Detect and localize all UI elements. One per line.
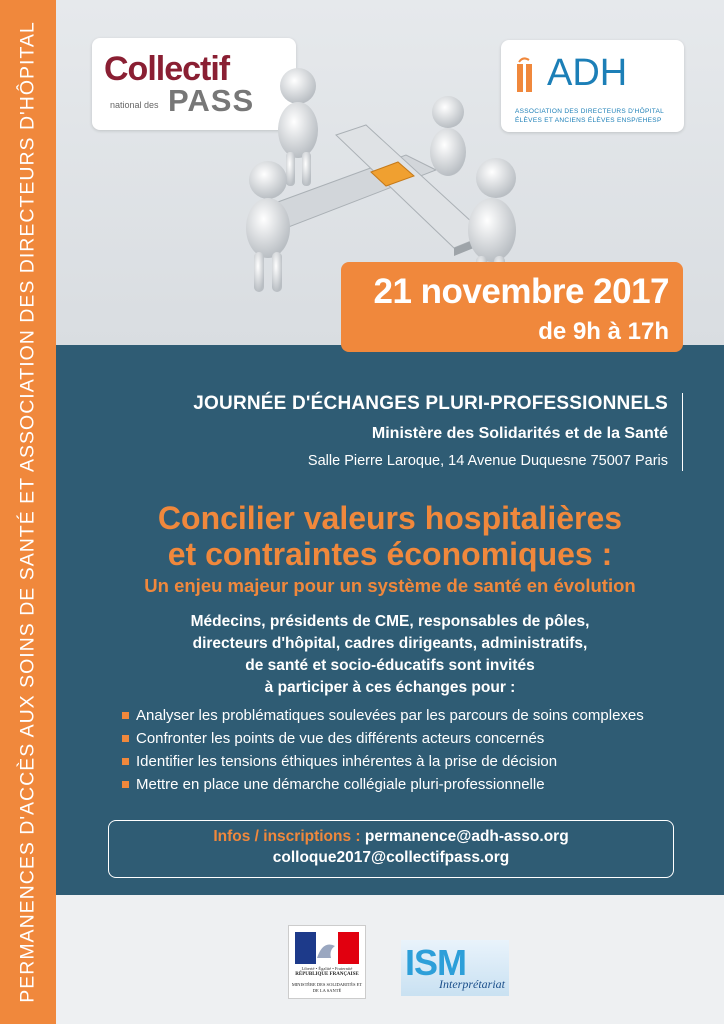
objectives-list	[122, 704, 722, 796]
infos-label: Infos / inscriptions :	[213, 828, 361, 845]
bullet-icon	[122, 781, 129, 788]
collectif-logo-title: Collectif	[104, 50, 230, 88]
bullet-icon	[122, 712, 129, 719]
rf-motto: Liberté • Égalité • Fraternité	[301, 966, 353, 971]
bullet-icon	[122, 758, 129, 765]
list-item	[122, 773, 722, 796]
marianne-flag-icon	[295, 932, 359, 964]
event-divider	[682, 393, 683, 471]
objective-text: Confronter les points de vue des différents acteurs concernés	[136, 730, 545, 747]
list-item	[122, 727, 722, 750]
infos-line-1	[109, 828, 673, 846]
side-band	[0, 0, 56, 1024]
intro-line-4: à participer à ces échanges pour :	[264, 679, 516, 696]
poster	[56, 0, 724, 1024]
headline-subtitle: Un enjeu majeur pour un système de santé en évolution	[144, 575, 636, 596]
bullet-icon	[122, 735, 129, 742]
adh-logo-sub1: ASSOCIATION DES DIRECTEURS D'HÔPITAL	[515, 108, 665, 115]
objective-text: Analyser les problématiques soulevées par les parcours de soins complexes	[136, 707, 644, 724]
ism-logo	[401, 940, 509, 996]
adh-logo-name: ADH	[547, 52, 628, 94]
event-address: Salle Pierre Laroque, 14 Avenue Duquesne 75007 Paris	[307, 453, 668, 469]
rf-ministry: MINISTÈRE DES SOLIDARITÉS ET DE LA SANTÉ	[291, 982, 363, 993]
intro-line-2: directeurs d'hôpital, cadres dirigeants, administratifs,	[192, 635, 588, 652]
date-box	[341, 262, 683, 352]
intro-line-3: de santé et socio-éducatifs sont invités	[245, 657, 535, 674]
collectif-logo-sub: national des	[110, 100, 159, 110]
contact-email-2[interactable]: colloque2017@collectifpass.org	[272, 849, 510, 866]
footer-area	[56, 895, 724, 1024]
side-band-text: PERMANENCES D'ACCÈS AUX SOINS DE SANTÉ ET ASSOCIATION DES DIRECTEURS D'HÔPITAL	[16, 21, 39, 1003]
ism-logo-sub: Interprétariat	[439, 977, 505, 991]
event-ministry: Ministère des Solidarités et de la Santé	[371, 425, 668, 442]
list-item	[122, 704, 722, 727]
infos-box	[108, 820, 674, 878]
adh-logo-sub2: ÉLÈVES ET ANCIENS ÉLÈVES ENSP/EHESP	[515, 117, 662, 124]
objective-text: Identifier les tensions éthiques inhérentes à la prise de décision	[136, 753, 558, 770]
republique-francaise-logo	[288, 925, 366, 999]
intro-line-1: Médecins, présidents de CME, responsables de pôles,	[190, 613, 590, 630]
rf-country: RÉPUBLIQUE FRANÇAISE	[295, 972, 359, 977]
headline-line1: Concilier valeurs hospitalières	[157, 500, 623, 536]
list-item	[122, 750, 722, 773]
ism-logo-name: ISM	[405, 942, 467, 983]
contact-email-1[interactable]: permanence@adh-asso.org	[364, 828, 569, 845]
objective-text: Mettre en place une démarche collégiale pluri-professionnelle	[136, 776, 545, 793]
event-title: JOURNÉE D'ÉCHANGES PLURI-PROFESSIONNELS	[193, 393, 668, 414]
collectif-logo-pass: PASS	[168, 83, 255, 118]
headline-line2: et contraintes économiques :	[167, 536, 613, 572]
event-time: de 9h à 17h	[538, 318, 669, 345]
event-date: 21 novembre 2017	[373, 272, 669, 311]
